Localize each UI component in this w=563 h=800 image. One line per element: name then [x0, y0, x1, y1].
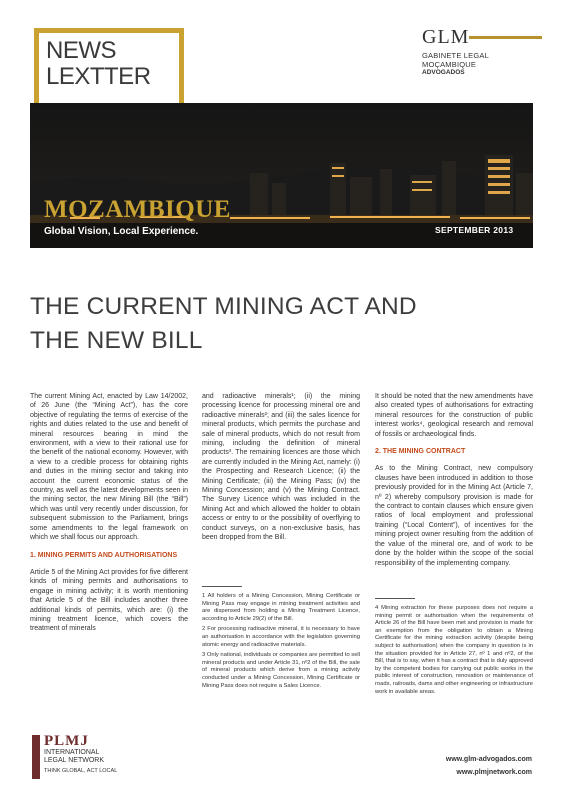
footer-urls [420, 753, 532, 779]
footnote-rule [202, 586, 242, 587]
plmj-name: PLMJ [44, 733, 89, 749]
footnote-4: 4 Mining extraction for these purposes does not require a mining permit or authorisation when the requirements of Article 26 of the Bill have been met and provision is made for an exemption from the obligation to obtain a Mining Certificate for the mining extraction activity (despite being subject to authorisation) when the company in question is in the situation provided for in Article 27, nº 1 and nº2, of the Bill, that is to say, when it has a contract that is duly approved by the competent bodies for carrying out public works in the public interest of construction, renovation or maintenance of roads, railroads, dams and other engineering or infrastructure work in available areas. [375, 605, 533, 695]
headline-line-1: THE CURRENT MINING ACT AND [30, 293, 417, 320]
plmj-intl-1: INTERNATIONAL [44, 749, 100, 756]
column-1 [30, 392, 188, 642]
news-word: NEWS [46, 37, 116, 64]
column-3 [375, 392, 533, 576]
col2-paragraph-1: and radioactive minerals¹; (ii) the mining processing licence for processing mineral ore and radioactive minerals²; and (iii) the sales licence for mineral products, which permits the purchase and sale of mineral products, which do not result from mining, including the definition of mineral products³. The remaining licences are those which are currently included in the Mining Act, namely: (i) the Prospecting and Research Licence; (ii) the Mining Certificate; (iii) the Mining Pass; (iv) the Mining Concession; and (v) the Mining Contract. The Survey Licence which was included in the Mining Act and which allowed the holder to obtain access or entry to or the possibility of overflying to conduct surveys, on a non-exclusive basis, has been dropped from the Bill. [202, 393, 360, 542]
glm-logo-bar [469, 36, 542, 39]
tagline: Global Vision, Local Experience. [44, 226, 199, 237]
col1-paragraph-2: Article 5 of the Mining Act provides for five different kinds of mining permits and authorisations to engage in mining activity; it is worth mentioning that Article 5 of the Bill includes another three additional kinds of permits, which are: (i) the mining treatment licence, which covers the treatment of minerals [30, 568, 188, 633]
footnotes-column-2 [202, 586, 360, 693]
footnote-rule [375, 598, 415, 599]
column-2 [202, 392, 360, 551]
col3-paragraph-1: It should be noted that the new amendments have also created types of authorisations for extracting mineral resources for the construction of public interest works⁴, geological research and removal of fossils or archaeological finds. [375, 393, 533, 438]
plmj-intl-2: LEGAL NETWORK [44, 757, 105, 764]
country-title: MOZAMBIQUE [44, 196, 231, 223]
issue-date: SEPTEMBER 2013 [435, 225, 514, 235]
glm-name: GABINETE LEGAL MOÇAMBIQUE [422, 51, 489, 69]
headline-line-2: THE NEW BILL [30, 327, 203, 354]
footnotes-column-3 [375, 598, 533, 699]
glm-sub: ADVOGADOS [422, 69, 465, 76]
footnote-3: 3 Only national, individuals or companies are permitted to sell mineral products and under Article 31, nº2 of the Bill, the sale of mineral products which derive from a mining activity conducted under a Mining Concession, Mining Certificate or Mining Pass does not require a Sales Licence. [202, 652, 360, 689]
plmj-slogan: THINK GLOBAL, ACT LOCAL [44, 768, 118, 774]
plmj-mark [32, 735, 40, 779]
col3-paragraph-2: As to the Mining Contract, new compulsory clauses have been introduced in addition to those previously provided for in the Mining Act (Article 7, nº 2) whereby compulsory provision is made for the contract to contain clauses which ensure given ratios of local employment and professional training (“Local Content”), of incentives for the mining project owner resulting from the addition of the value of the mineral ore, and of work to be done by the holder within the scope of the social responsibility of the implementing company. [375, 465, 533, 567]
glm-mark: GLM [422, 26, 470, 48]
url-plmj[interactable]: www.plmjnetwork.com [456, 769, 532, 776]
col1-paragraph-1: The current Mining Act, enacted by Law 14/2002, of 26 June (the “Mining Act”), has the core objective of regulating the terms of exercise of the rights and duties related to the use and benefit of mineral resources bearing in mind the environment, with a view to their rational use for the benefit of the national economy. However, with a view to a credible process for obtaining rights and duties in the mining sector and taking into account the current economic status of the country, as well as the latest developments seen in the mining sector, the new Mining Bill (the “Bill”) which was until very recently under discussion, for subsequent submission to the Parliament, brings some amendments to the legal framework on which we shall focus our approach. [30, 393, 188, 542]
footnote-2: 2 For processing radioactive mineral, it is necessary to have an authorisation in accordance with the legislation governing atomic energy and radioactive materials. [202, 626, 360, 648]
article-headline [30, 290, 510, 358]
footnote-1: 1 All holders of a Mining Concession, Mining Certificate or Mining Pass may engage in mining treatment activities and are dispensed from holding a Mining Treatment Licence, according to Article 29(2) of the Bill. [202, 593, 360, 622]
glm-logo [422, 26, 542, 76]
newsletter-title [46, 38, 151, 90]
lextter-word: LEXTTER [46, 63, 151, 90]
section-heading-mining-contract: 2. THE MINING CONTRACT [375, 448, 466, 456]
url-glm[interactable]: www.glm-advogados.com [445, 756, 532, 763]
section-heading-mining-permits: 1. MINING PERMITS AND AUTHORISATIONS [30, 551, 178, 559]
